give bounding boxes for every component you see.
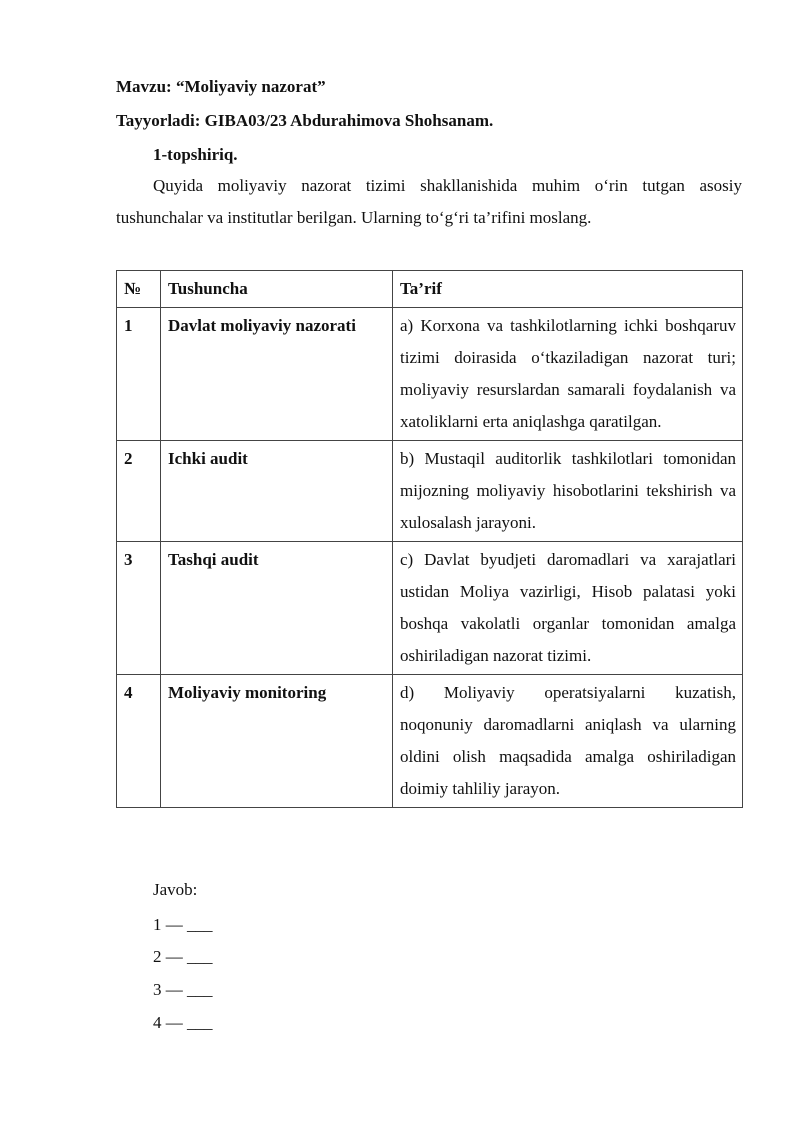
answer-line: 3 — ___ xyxy=(153,980,213,999)
row-definition: b) Mustaqil auditorlik tashkilotlari tomonidan mijozning moliyaviy hisobotlarini tekshirish va xulosalash jarayoni. xyxy=(393,441,743,542)
row-term: Tashqi audit xyxy=(161,542,393,675)
table-row xyxy=(117,308,743,441)
answer-label: Javob: xyxy=(153,880,198,899)
row-term: Ichki audit xyxy=(161,441,393,542)
row-term: Davlat moliyaviy nazorati xyxy=(161,308,393,441)
task-title: 1-topshiriq. xyxy=(153,145,238,164)
topic-heading: Mavzu: “Moliyaviy nazorat” xyxy=(116,77,326,96)
table-header-row xyxy=(117,271,743,308)
row-term: Moliyaviy monitoring xyxy=(161,675,393,808)
answer-line: 2 — ___ xyxy=(153,947,213,966)
header-term: Tushuncha xyxy=(161,271,393,308)
row-definition: d) Moliyaviy operatsiyalarni kuzatish, noqonuniy daromadlarni aniqlash va ularning oldini olish maqsadida amalga oshiriladigan doimiy tahliliy jarayon. xyxy=(393,675,743,808)
author-line: Tayyorladi: GIBA03/23 Abdurahimova Shohsanam. xyxy=(116,111,494,130)
table-row xyxy=(117,542,743,675)
task-instruction: Quyida moliyaviy nazorat tizimi shakllanishida muhim o‘rin tutgan asosiy tushunchalar va institutlar berilgan. Ularning to‘g‘ri ta’rifini moslang. xyxy=(116,176,742,227)
table-row xyxy=(117,675,743,808)
row-number: 3 xyxy=(117,542,161,675)
table-row xyxy=(117,441,743,542)
row-definition: c) Davlat byudjeti daromadlari va xarajatlari ustidan Moliya vazirligi, Hisob palatasi yoki boshqa vakolatli organlar tomonidan amalga oshiriladigan nazorat tizimi. xyxy=(393,542,743,675)
answer-line: 1 — ___ xyxy=(153,915,213,934)
header-number: № xyxy=(117,271,161,308)
header-definition: Ta’rif xyxy=(393,271,743,308)
matching-table xyxy=(116,270,743,808)
row-number: 1 xyxy=(117,308,161,441)
row-number: 2 xyxy=(117,441,161,542)
row-definition: a) Korxona va tashkilotlarning ichki boshqaruv tizimi doirasida o‘tkaziladigan nazorat turi; moliyaviy resurslardan samarali foydalanish va xatoliklarni erta aniqlashga qaratilgan. xyxy=(393,308,743,441)
row-number: 4 xyxy=(117,675,161,808)
answer-line: 4 — ___ xyxy=(153,1013,213,1032)
